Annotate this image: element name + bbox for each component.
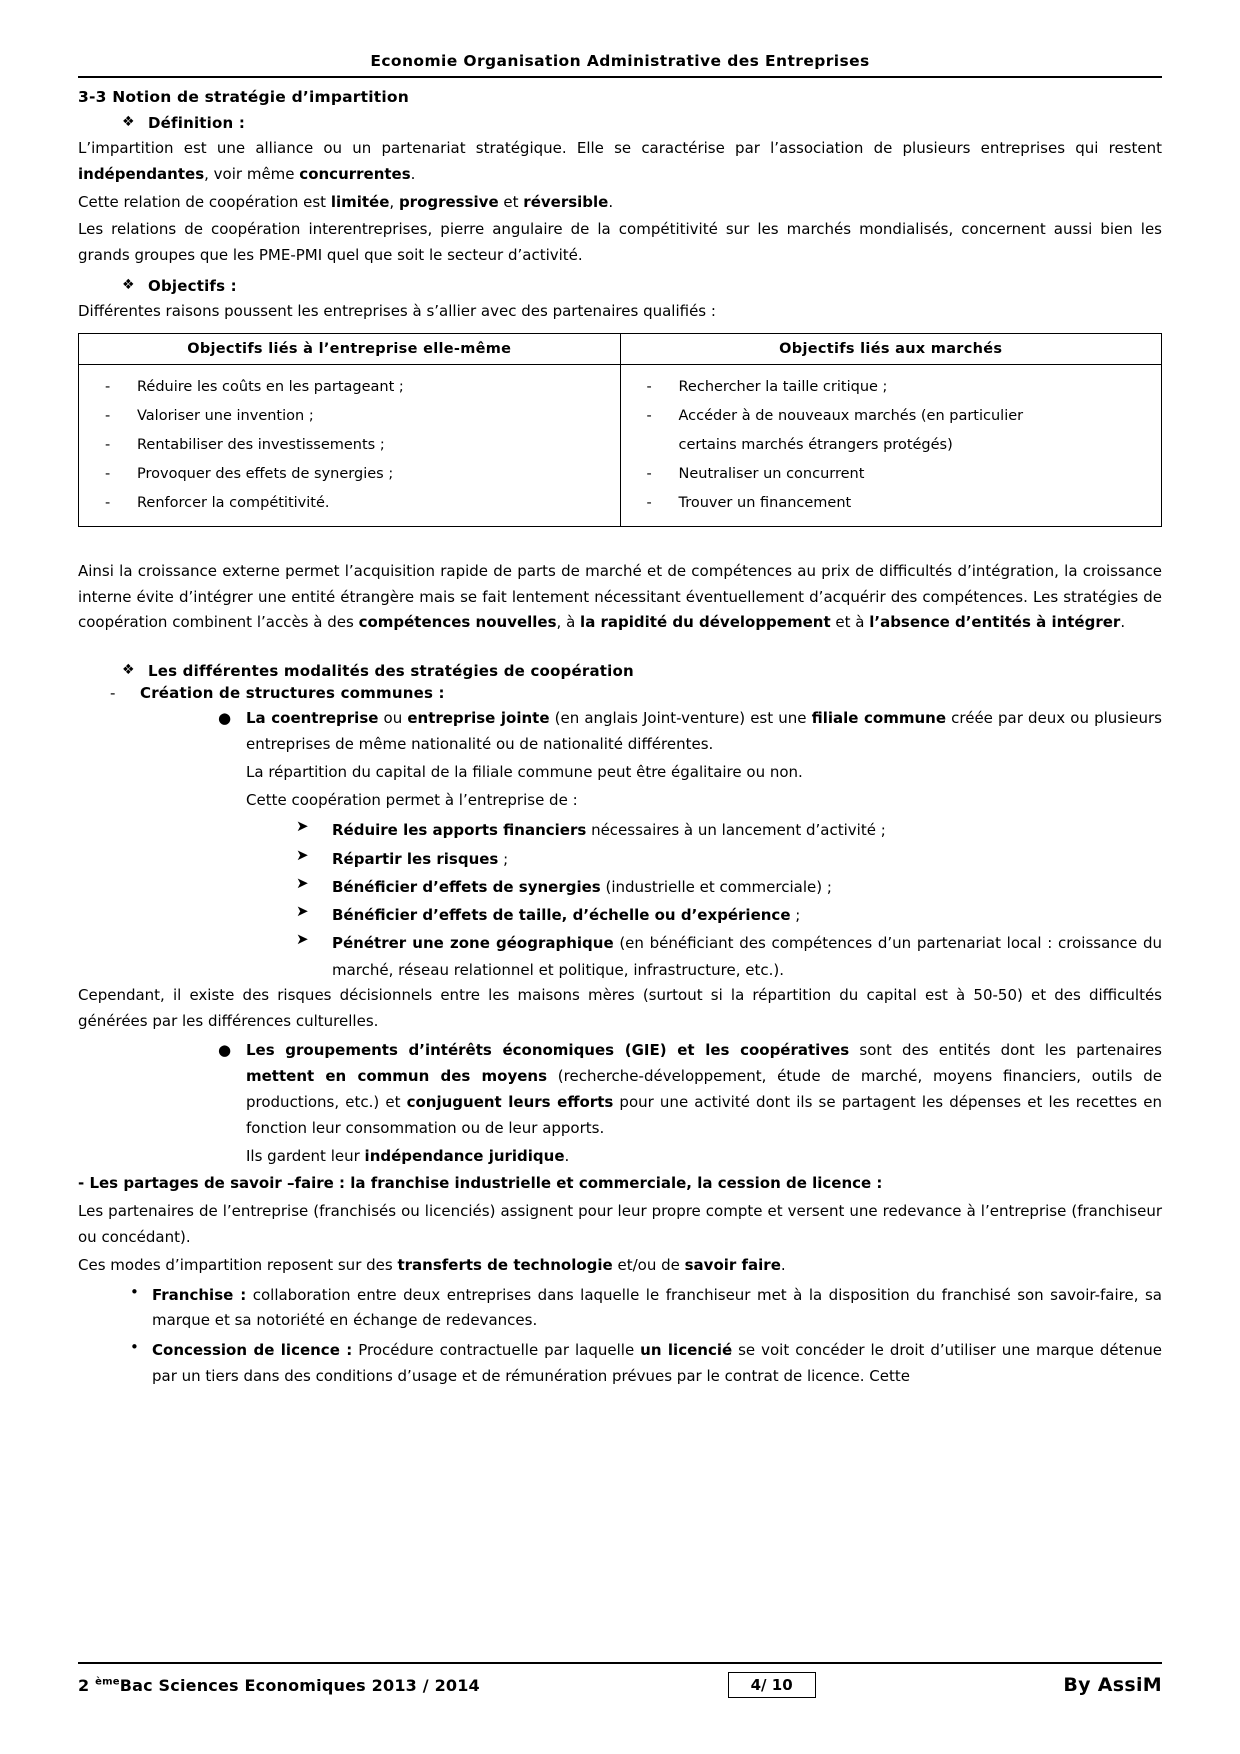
cr-a: Ainsi la croissance externe permet l’acquisition rapide de parts de marché et de compétences au prix de difficultés d’intégration, la croissance interne évite d’intégrer une entité étrangère mais se fait lentement nécessitant éventuellement d’acquérir des compétences. Les stratégies de coopération combinent l’accès à des: [78, 561, 1162, 632]
sub-bold: Répartir les risques: [332, 849, 499, 868]
co-c: entreprise jointe: [407, 709, 550, 728]
gie-item: [218, 1038, 1162, 1171]
gie-g: Ils gardent leur: [246, 1146, 365, 1165]
list-item: - Accéder à de nouveaux marchés (en particulier: [639, 402, 1152, 431]
sub-item: [296, 846, 1162, 872]
list-item-continuation: certains marchés étrangers protégés): [678, 436, 953, 453]
list-item: - Réduire les coûts en les partageant ;: [97, 373, 610, 402]
footer-left-sup: ème: [95, 1676, 120, 1688]
gie-b: sont des entités dont les partenaires: [849, 1041, 1162, 1060]
objectifs-heading: Objectifs :: [148, 276, 237, 295]
gie-h: indépendance juridique: [364, 1146, 565, 1165]
coentreprise-body: [246, 706, 1162, 815]
list-item: - Provoquer des effets de synergies ;: [97, 460, 610, 489]
co-f: créée par deux ou plusieurs entreprises de même nationalité ou de nationalité différentes.: [246, 709, 1162, 753]
arrow-bullet-icon: ➤: [296, 873, 309, 892]
page-number-box: 4/ 10: [728, 1672, 816, 1698]
arrow-bullet-icon: ➤: [296, 930, 309, 949]
def-p1-a: L’impartition est une alliance ou un partenariat stratégique. Elle se caractérise par l’association de plusieurs entreprises qui restent: [78, 139, 1162, 157]
sub-item-text: [332, 817, 1162, 843]
footer-divider: [78, 1662, 1162, 1664]
franchise-label: Franchise :: [152, 1285, 247, 1304]
partages-heading-text: Les partages de savoir –faire : la franchise industrielle et commerciale, la cession de licence :: [89, 1174, 883, 1193]
sub-rest: (en bénéficiant des compétences d’un partenariat local : croissance du marché, réseau relationnel et politique, infrastructure, etc.).: [332, 934, 1162, 979]
small-dot-bullet-icon: •: [130, 1282, 139, 1301]
partages-paragraph-1: Les partenaires de l’entreprise (franchisés ou licenciés) assignent pour leur propre compte et versent une redevance à l’entreprise (franchiseur ou concédant).: [78, 1202, 1162, 1247]
table-col2-header: Objectifs liés aux marchés: [620, 333, 1162, 364]
sub-bold: Pénétrer une zone géographique: [332, 934, 614, 953]
gie-i: .: [564, 1146, 570, 1165]
objectifs-table: [78, 333, 1162, 527]
gie-line2: [246, 1144, 1162, 1170]
definition-paragraph-1: [78, 136, 1162, 188]
document-header-title: Economie Organisation Administrative des Entreprises: [370, 52, 870, 70]
franchise-body: collaboration entre deux entreprises dans laquelle le franchiseur met à la disposition du franchisé son savoir-faire, sa marque et sa notoriété en échange de redevances.: [152, 1285, 1162, 1330]
dot-bullet-icon: ●: [218, 709, 232, 728]
cr-d: la rapidité du développement: [580, 613, 831, 632]
cr-c: , à: [556, 613, 581, 632]
sub-bold: Réduire les apports financiers: [332, 821, 587, 840]
section-heading: 3-3 Notion de stratégie d’impartition: [78, 88, 409, 106]
sub-item: [296, 930, 1162, 983]
cr-f: l’absence d’entités à intégrer: [869, 613, 1121, 632]
footer-left-text: [78, 1676, 480, 1695]
franchise-text: [152, 1283, 1162, 1335]
list-item: - Valoriser une invention ;: [97, 402, 610, 431]
dot-bullet-icon: ●: [218, 1041, 232, 1060]
gie-f: pour une activité dont ils se partagent les dépenses et les recettes en fonction leur consommation ou de leur apports.: [246, 1093, 1162, 1137]
partages-heading: [78, 1171, 1162, 1197]
def-p2-f: réversible: [523, 192, 609, 211]
partages-paragraph-2: [78, 1253, 1162, 1279]
arrow-bullet-icon: ➤: [296, 845, 309, 864]
concession-b: un licencié: [640, 1341, 733, 1360]
arrow-bullet-icon: ➤: [296, 902, 309, 921]
co-d: (en anglais Joint-venture) est une: [549, 709, 812, 728]
diamond-bullet-icon: ❖: [122, 662, 135, 679]
modalites-heading-row: [122, 662, 1162, 680]
definition-paragraph-3: Les relations de coopération interentreprises, pierre angulaire de la compétitivité sur les marchés mondialisés, concernent aussi bien les grands groupes que les PME-PMI quel que soit le secteur d’activité.: [78, 220, 1162, 265]
definition-paragraph-2: [78, 190, 1162, 216]
sub-rest: (industrielle et commerciale) ;: [600, 877, 832, 896]
sub-item: [296, 874, 1162, 900]
def-p1-b: indépendantes: [78, 164, 205, 183]
pp2-a: Ces modes d’impartition reposent sur des: [78, 1255, 398, 1274]
co-e: filiale commune: [811, 709, 947, 728]
concession-text: [152, 1338, 1162, 1390]
def-p2-c: ,: [389, 192, 399, 211]
coentreprise-item: [218, 706, 1162, 815]
cependant-paragraph: Cependant, il existe des risques décisionnels entre les maisons mères (surtout si la répartition du capital est à 50-50) et des difficultés générées par les différences culturelles.: [78, 985, 1162, 1030]
gie-e: conjuguent leurs efforts: [406, 1093, 614, 1112]
sub-item-text: [332, 846, 1162, 872]
concession-label: Concession de licence :: [152, 1341, 353, 1360]
concession-a: Procédure contractuelle par laquelle: [352, 1341, 641, 1360]
spacer: [78, 533, 1162, 559]
pp2-c: et/ou de: [612, 1255, 685, 1274]
def-p2-d: progressive: [398, 192, 499, 211]
pp2-e: .: [780, 1255, 786, 1274]
sub-item: [296, 902, 1162, 928]
table-row: [79, 364, 1162, 526]
list-item: - Rechercher la taille critique ;: [639, 373, 1152, 402]
list-item: - Neutraliser un concurrent: [639, 460, 1152, 489]
footer-left-rest: Bac Sciences Economiques 2013 / 2014: [119, 1675, 480, 1695]
table-col1-header: Objectifs liés à l’entreprise elle-même: [79, 333, 621, 364]
list-item: - Rentabiliser des investissements ;: [97, 431, 610, 460]
sub-item-text: [332, 902, 1162, 928]
co-b: ou: [378, 709, 408, 728]
coentreprise-line3: Cette coopération permet à l’entreprise de :: [246, 790, 578, 809]
pp2-d: savoir faire: [684, 1255, 781, 1274]
small-dot-bullet-icon: •: [130, 1338, 139, 1357]
table-header-row: [79, 333, 1162, 364]
sub-bold: Bénéficier d’effets de synergies: [332, 877, 601, 896]
diamond-bullet-icon: ❖: [122, 276, 135, 293]
def-p2-a: Cette relation de coopération est: [78, 192, 331, 211]
gie-d: (recherche-développement, étude de marché, moyens financiers, outils de productions, etc.) et: [246, 1067, 1162, 1112]
objectifs-intro: Différentes raisons poussent les entreprises à s’allier avec des partenaires qualifiés :: [78, 301, 716, 320]
croissance-paragraph: [78, 559, 1162, 636]
list-item: - Trouver un financement: [639, 489, 1152, 518]
coentreprise-line1: [246, 706, 1162, 758]
table-cell-col1: [79, 364, 621, 526]
table-cell-col2: [620, 364, 1162, 526]
header-divider: [78, 76, 1162, 78]
footer-left-num: 2: [78, 1675, 96, 1695]
sub-item: [296, 817, 1162, 843]
definition-heading-row: [122, 114, 1162, 132]
col1-list: [79, 365, 620, 526]
footer-author: By AssiM: [1063, 1674, 1162, 1696]
def-p1-e: .: [410, 164, 416, 183]
sub-rest: ;: [790, 906, 801, 925]
structures-communes-heading: Création de structures communes :: [140, 684, 445, 703]
cr-g: .: [1120, 613, 1126, 632]
sub-item-text: [332, 874, 1162, 900]
sub-bold: Bénéficier d’effets de taille, d’échelle ou d’expérience: [332, 906, 791, 925]
spacer: [78, 638, 1162, 654]
concession-item: [130, 1338, 1162, 1390]
structures-communes-row: [110, 684, 1162, 702]
coentreprise-line2: La répartition du capital de la filiale commune peut être égalitaire ou non.: [246, 762, 803, 781]
arrow-bullet-icon: ➤: [296, 817, 309, 836]
sub-rest: nécessaires à un lancement d’activité ;: [586, 821, 886, 840]
def-p2-e: et: [498, 192, 524, 211]
definition-heading: Définition :: [148, 114, 246, 132]
gie-body: [246, 1038, 1162, 1171]
objectifs-heading-row: [122, 277, 1162, 295]
gie-a: Les groupements d’intérêts économiques (GIE) et les coopératives: [246, 1041, 850, 1060]
partages-dash: -: [78, 1174, 90, 1193]
footer-row: [78, 1672, 1162, 1698]
def-p1-d: concurrentes: [299, 164, 411, 183]
page-footer: [78, 1662, 1162, 1698]
list-item: - Renforcer la compétitivité.: [97, 489, 610, 518]
franchise-item: [130, 1283, 1162, 1335]
sub-item-text: [332, 930, 1162, 983]
def-p2-g: .: [608, 192, 614, 211]
def-p1-c: , voir même: [204, 164, 300, 183]
sub-rest: ;: [498, 849, 509, 868]
pp2-b: transferts de technologie: [397, 1255, 613, 1274]
col2-list: [621, 365, 1162, 526]
gie-paragraph: [246, 1038, 1162, 1141]
cr-b: compétences nouvelles: [358, 613, 557, 632]
gie-c: mettent en commun des moyens: [246, 1067, 548, 1086]
dash-bullet-icon: -: [110, 684, 116, 703]
cr-e: et à: [830, 613, 870, 632]
co-a: La coentreprise: [246, 709, 379, 728]
concession-c: se voit concéder le droit d’utiliser une marque détenue par un tiers dans des conditions d’usage et de rémunération prévues par le contrat de licence. Cette: [152, 1341, 1162, 1386]
diamond-bullet-icon: ❖: [122, 114, 135, 130]
def-p2-b: limitée: [330, 192, 390, 211]
modalites-heading: Les différentes modalités des stratégies de coopération: [148, 662, 634, 681]
